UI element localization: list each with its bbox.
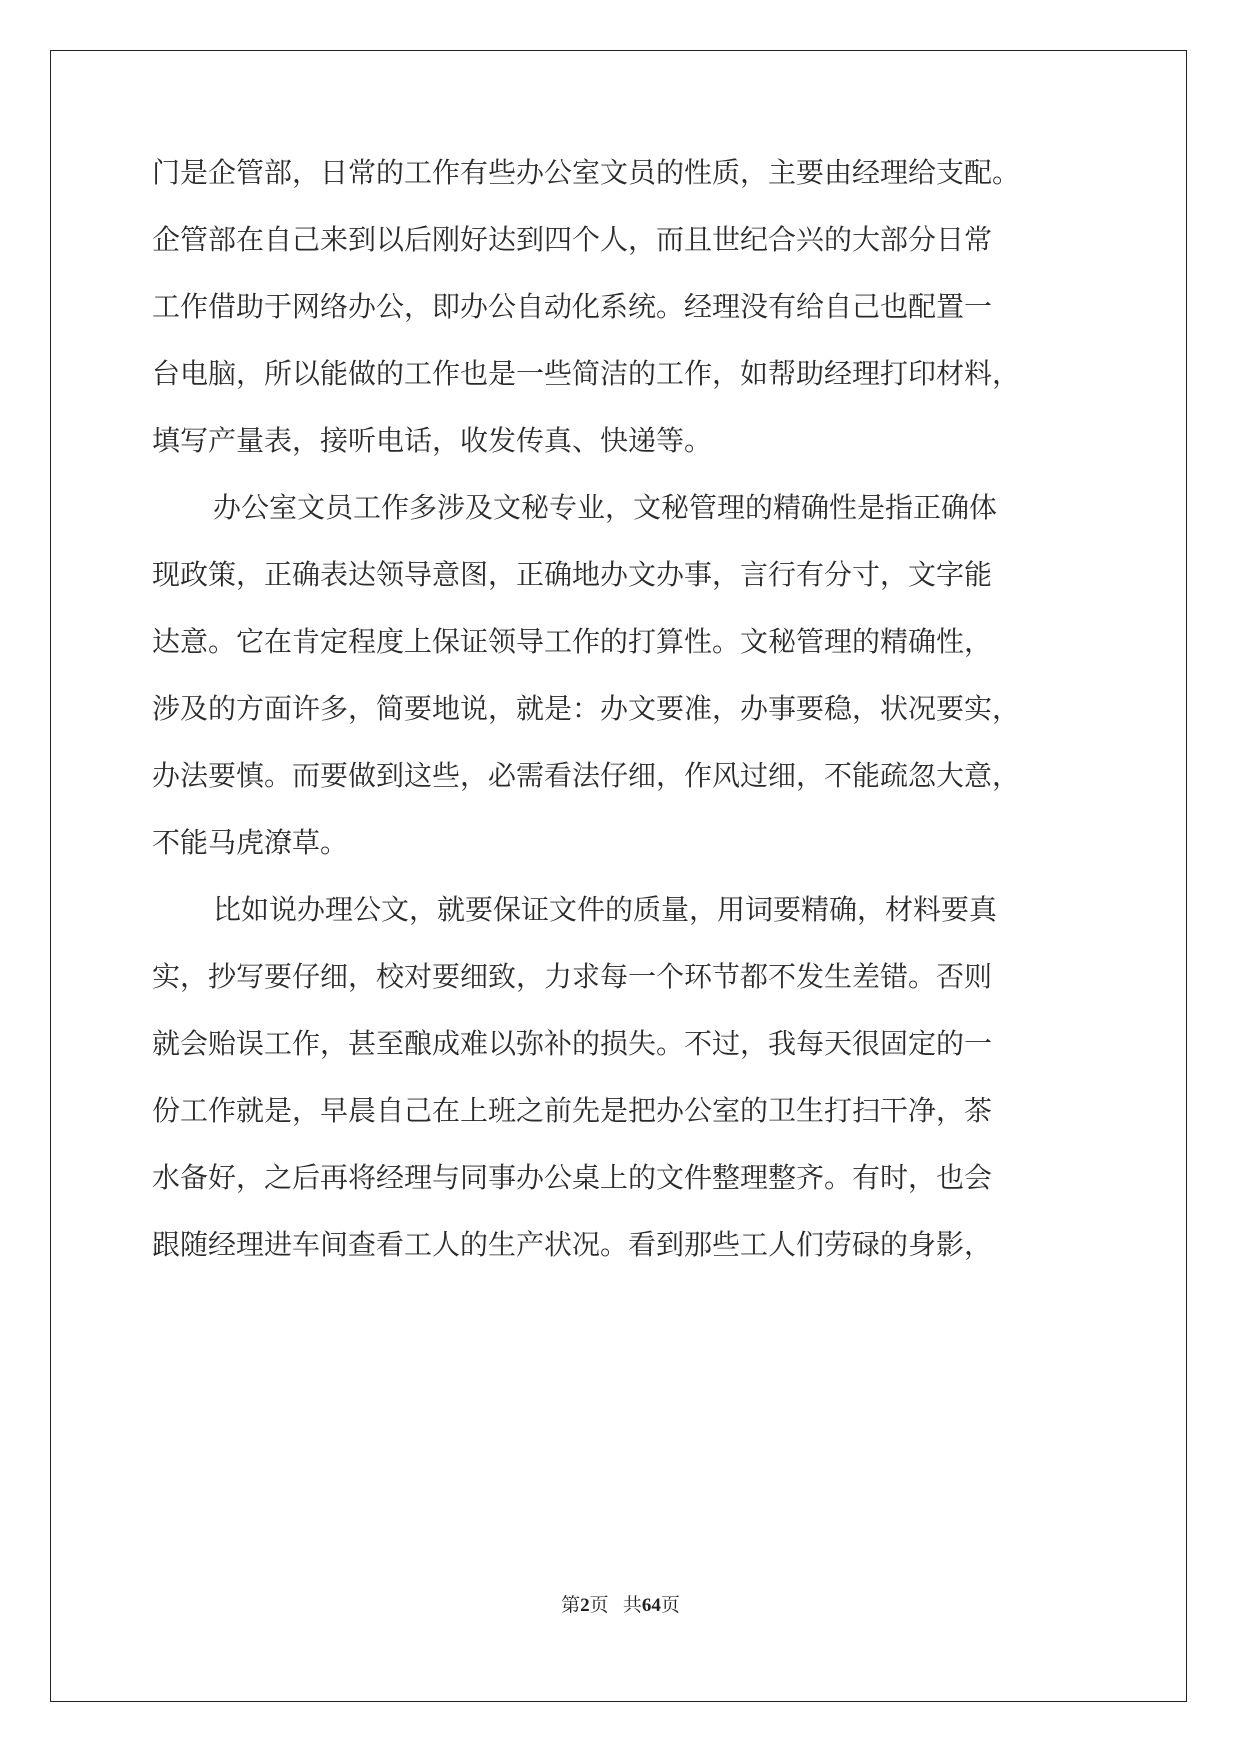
text-line: 工作借助于网络办公，即办公自动化系统。经理没有给自己也配置一	[152, 290, 993, 323]
total-prefix: 共	[622, 1595, 642, 1616]
text-line: 水备好，之后再将经理与同事办公桌上的文件整理整齐。有时，也会	[152, 1161, 993, 1194]
page-number: 2	[580, 1595, 590, 1616]
total-pages: 64	[641, 1595, 661, 1616]
text-line: 办法要慎。而要做到这些，必需看法仔细，作风过细，不能疏忽大意，	[152, 759, 1021, 792]
text-line: 门是企管部，日常的工作有些办公室文员的性质，主要由经理给支配。	[152, 156, 1021, 189]
text-line: 台电脑，所以能做的工作也是一些简洁的工作，如帮助经理打印材料，	[152, 357, 1021, 390]
text-line: 涉及的方面许多，简要地说，就是：办文要准，办事要稳，状况要实，	[152, 692, 1021, 725]
text-line: 企管部在自己来到以后刚好达到四个人，而且世纪合兴的大部分日常	[152, 223, 993, 256]
text-line: 实，抄写要仔细，校对要细致，力求每一个环节都不发生差错。否则	[152, 960, 993, 993]
page-footer	[0, 1590, 1241, 1617]
text-line: 达意。它在肯定程度上保证领导工作的打算性。文秘管理的精确性，	[152, 625, 993, 658]
total-suffix: 页	[660, 1595, 680, 1616]
text-line: 现政策，正确表达领导意图，正确地办文办事，言行有分寸，文字能	[152, 558, 993, 591]
text-line: 办公室文员工作多涉及文秘专业，文秘管理的精确性是指正确体	[213, 491, 998, 524]
text-line: 比如说办理公文，就要保证文件的质量，用词要精确，材料要真	[213, 893, 998, 926]
text-line: 跟随经理进车间查看工人的生产状况。看到那些工人们劳碌的身影，	[152, 1228, 993, 1261]
text-line: 不能马虎潦草。	[152, 826, 349, 859]
page-prefix: 第	[561, 1595, 581, 1616]
text-line: 份工作就是，早晨自己在上班之前先是把办公室的卫生打扫干净，茶	[152, 1094, 993, 1127]
text-line: 填写产量表，接听电话，收发传真、快递等。	[152, 424, 713, 457]
page-suffix: 页	[589, 1595, 609, 1616]
text-line: 就会贻误工作，甚至酿成难以弥补的损失。不过，我每天很固定的一	[152, 1027, 993, 1060]
